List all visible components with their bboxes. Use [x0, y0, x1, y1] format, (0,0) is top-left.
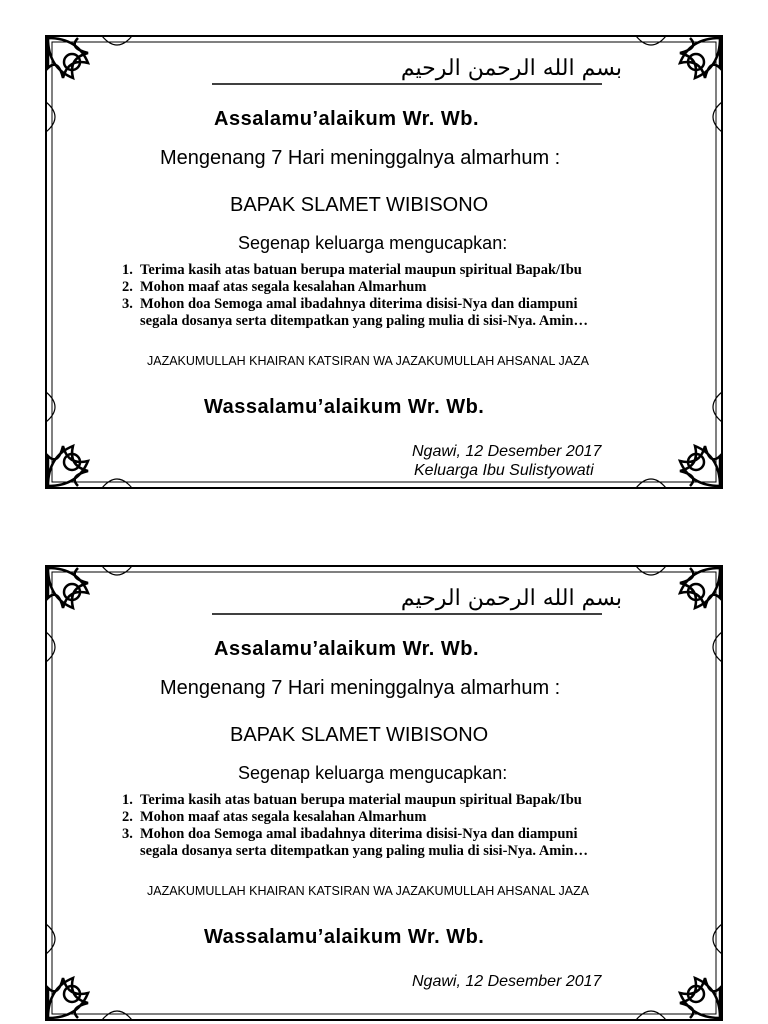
condolence-card-1 — [42, 32, 726, 492]
list-item: 3. Mohon doa Semoga amal ibadahnya diterima disisi-Nya dan diampuni — [122, 826, 578, 842]
list-item-continuation: segala dosanya serta ditempatkan yang paling mulia di sisi-Nya. Amin… — [140, 313, 588, 329]
list-item: 1. Terima kasih atas batuan berupa material maupun spiritual Bapak/Ibu — [122, 792, 582, 808]
list-item-continuation: segala dosanya serta ditempatkan yang paling mulia di sisi-Nya. Amin… — [140, 843, 588, 859]
commemoration-line: Mengenang 7 Hari meninggalnya almarhum : — [160, 147, 561, 169]
message-list — [122, 792, 588, 860]
basmalah-text: بسم الله الرحمن الرحيم — [400, 586, 622, 611]
family-signature: Keluarga Ibu Sulistyowati — [414, 462, 594, 479]
message-list — [122, 262, 588, 330]
jazakumullah-line: JAZAKUMULLAH KHAIRAN KATSIRAN WA JAZAKUMULLAH AHSANAL JAZA — [147, 884, 589, 898]
place-date: Ngawi, 12 Desember 2017 — [412, 973, 602, 990]
list-item: 1. Terima kasih atas batuan berupa material maupun spiritual Bapak/Ibu — [122, 262, 582, 278]
basmalah-calligraphy — [152, 586, 622, 626]
opening-greeting: Assalamu’alaikum Wr. Wb. — [214, 638, 480, 660]
family-intro: Segenap keluarga mengucapkan: — [238, 763, 508, 783]
deceased-name: BAPAK SLAMET WIBISONO — [230, 724, 489, 746]
deceased-name: BAPAK SLAMET WIBISONO — [230, 194, 489, 216]
basmalah-calligraphy — [152, 56, 622, 96]
list-item: 2. Mohon maaf atas segala kesalahan Almarhum — [122, 279, 427, 295]
opening-greeting: Assalamu’alaikum Wr. Wb. — [214, 108, 480, 130]
closing-greeting: Wassalamu’alaikum Wr. Wb. — [204, 396, 485, 418]
closing-greeting: Wassalamu’alaikum Wr. Wb. — [204, 926, 485, 948]
jazakumullah-line: JAZAKUMULLAH KHAIRAN KATSIRAN WA JAZAKUMULLAH AHSANAL JAZA — [147, 354, 589, 368]
commemoration-line: Mengenang 7 Hari meninggalnya almarhum : — [160, 677, 561, 699]
condolence-card-2 — [42, 562, 726, 1024]
list-item: 2. Mohon maaf atas segala kesalahan Almarhum — [122, 809, 427, 825]
list-item: 3. Mohon doa Semoga amal ibadahnya diterima disisi-Nya dan diampuni — [122, 296, 578, 312]
family-intro: Segenap keluarga mengucapkan: — [238, 233, 508, 253]
basmalah-text: بسم الله الرحمن الرحيم — [400, 56, 622, 81]
place-date: Ngawi, 12 Desember 2017 — [412, 443, 602, 460]
